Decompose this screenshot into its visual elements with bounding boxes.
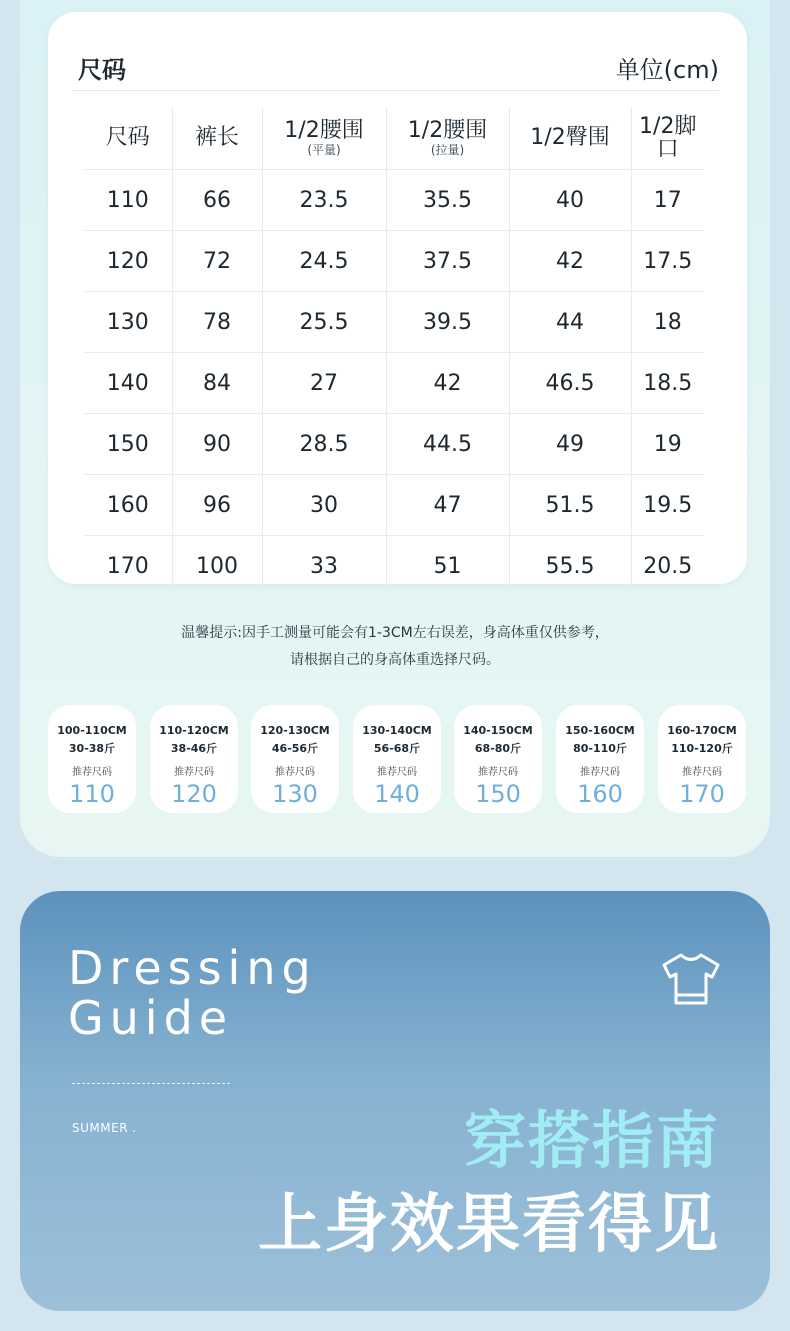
table-cell: 44 (509, 292, 631, 353)
rec-label: 推荐尺码 (580, 767, 620, 778)
recommendation-card (658, 705, 746, 813)
rec-height: 140-150CM (463, 724, 533, 737)
season-label: SUMMER . (72, 1121, 137, 1135)
table-row (84, 414, 704, 475)
guide-english-title: Dressing (68, 941, 317, 995)
rec-height: 160-170CM (667, 724, 737, 737)
table-cell: 33 (262, 536, 386, 597)
table-cell: 30 (262, 475, 386, 536)
size-table-header (72, 42, 719, 91)
table-cell: 24.5 (262, 231, 386, 292)
measurement-notice-line2: 请根据自己的身高体重选择尺码。 (290, 652, 500, 668)
column-header: 1/2腰围 (拉量) (386, 107, 509, 170)
rec-size: 150 (475, 780, 521, 808)
column-header: 1/2脚口 (639, 113, 697, 162)
size-table-unit: 单位(cm) (615, 56, 719, 84)
rec-height: 150-160CM (565, 724, 635, 737)
rec-size: 160 (577, 780, 623, 808)
table-row (84, 231, 704, 292)
table-cell: 17.5 (631, 231, 704, 292)
guide-chinese-subtitle: 上身效果看得见 (258, 1188, 720, 1262)
rec-weight: 80-110斤 (573, 742, 627, 755)
tshirt-icon (660, 951, 722, 1007)
size-table-card (48, 12, 747, 584)
rec-height: 130-140CM (362, 724, 432, 737)
table-cell: 19.5 (631, 475, 704, 536)
table-cell: 25.5 (262, 292, 386, 353)
table-cell: 42 (509, 231, 631, 292)
table-cell: 130 (84, 292, 172, 353)
table-cell: 90 (172, 414, 262, 475)
recommendation-card (353, 705, 441, 813)
rec-label: 推荐尺码 (174, 767, 214, 778)
rec-height: 100-110CM (57, 724, 127, 737)
table-row (84, 292, 704, 353)
recommendation-card (556, 705, 644, 813)
table-cell: 37.5 (386, 231, 509, 292)
table-row (84, 536, 704, 597)
table-cell: 39.5 (386, 292, 509, 353)
table-cell: 18.5 (631, 353, 704, 414)
column-header: 裤长 (172, 107, 262, 170)
table-cell: 150 (84, 414, 172, 475)
table-cell: 44.5 (386, 414, 509, 475)
table-cell: 66 (172, 170, 262, 231)
recommendation-card (251, 705, 339, 813)
column-header: 1/2腰围 (平量) (262, 107, 386, 170)
rec-size: 130 (272, 780, 318, 808)
rec-size: 120 (171, 780, 217, 808)
table-cell: 18 (631, 292, 704, 353)
size-table (84, 107, 704, 596)
table-cell: 47 (386, 475, 509, 536)
table-row (84, 353, 704, 414)
size-recommendations (48, 705, 748, 815)
table-cell: 49 (509, 414, 631, 475)
table-cell: 42 (386, 353, 509, 414)
recommendation-card (454, 705, 542, 813)
rec-label: 推荐尺码 (682, 767, 722, 778)
measurement-notice: 温馨提示:因手工测量可能会有1-3CM左右误差，身高体重仅供参考， (181, 625, 609, 641)
table-cell: 96 (172, 475, 262, 536)
table-cell: 160 (84, 475, 172, 536)
column-header: 尺码 (84, 107, 172, 170)
rec-weight: 30-38斤 (68, 742, 116, 755)
rec-height: 120-130CM (260, 724, 330, 737)
table-cell: 27 (262, 353, 386, 414)
table-cell: 28.5 (262, 414, 386, 475)
rec-size: 110 (69, 780, 115, 808)
table-cell: 170 (84, 536, 172, 597)
rec-label: 推荐尺码 (275, 767, 315, 778)
recommendation-card (150, 705, 238, 813)
table-cell: 17 (631, 170, 704, 231)
table-cell: 23.5 (262, 170, 386, 231)
rec-weight: 110-120斤 (671, 742, 733, 755)
table-cell: 100 (172, 536, 262, 597)
dressing-guide-banner (20, 891, 770, 1311)
rec-weight: 38-46斤 (170, 742, 218, 755)
table-cell: 84 (172, 353, 262, 414)
rec-size: 170 (679, 780, 725, 808)
guide-english-title-line2: Guide (68, 991, 234, 1045)
table-cell: 20.5 (631, 536, 704, 597)
table-row (84, 475, 704, 536)
table-cell: 72 (172, 231, 262, 292)
table-cell: 19 (631, 414, 704, 475)
rec-weight: 56-68斤 (373, 742, 421, 755)
dashed-divider (72, 1083, 230, 1084)
table-cell: 140 (84, 353, 172, 414)
table-cell: 55.5 (509, 536, 631, 597)
rec-weight: 68-80斤 (474, 742, 522, 755)
rec-label: 推荐尺码 (72, 767, 112, 778)
rec-height: 110-120CM (159, 724, 229, 737)
table-cell: 46.5 (509, 353, 631, 414)
rec-size: 140 (374, 780, 420, 808)
table-cell: 35.5 (386, 170, 509, 231)
table-cell: 120 (84, 231, 172, 292)
rec-label: 推荐尺码 (478, 767, 518, 778)
column-header: 1/2臀围 (509, 107, 631, 170)
rec-weight: 46-56斤 (271, 742, 319, 755)
table-cell: 40 (509, 170, 631, 231)
recommendation-card (48, 705, 136, 813)
table-row (84, 170, 704, 231)
size-table-head-row (84, 107, 704, 170)
size-table-title: 尺码 (78, 56, 126, 84)
table-cell: 110 (84, 170, 172, 231)
rec-label: 推荐尺码 (377, 767, 417, 778)
guide-chinese-title: 穿搭指南 (463, 1104, 720, 1177)
table-cell: 51 (386, 536, 509, 597)
table-cell: 78 (172, 292, 262, 353)
table-cell: 51.5 (509, 475, 631, 536)
